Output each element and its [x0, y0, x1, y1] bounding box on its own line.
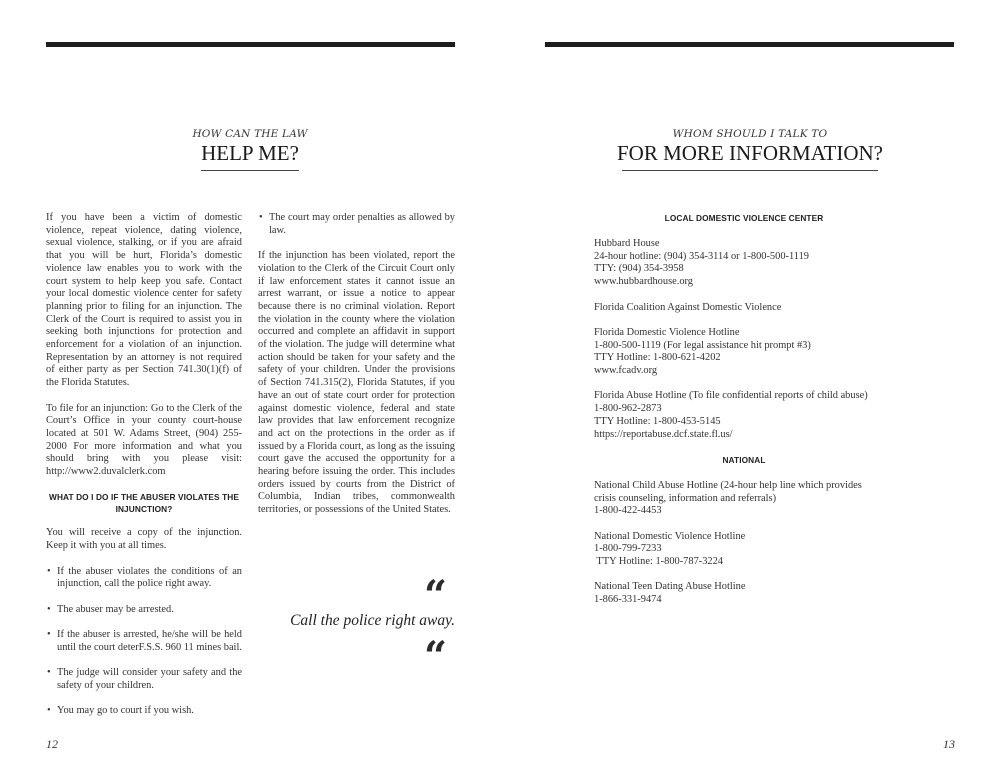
intro-paragraph: If you have been a victim of domestic violence, repeat violence, dating violence, sexual violence, stalking, or if you are afraid that you will be hurt, Florida’s domestic violence law enables you to work with the court system to help keep you safe. Contact your local domestic violence center for safety planning prior to filing for an injunction. The Clerk of the Court is required to assist you in seeking both injunctions for protection and enforcement for a violation of an injunction. Representation by an attorney is not required of either party as per Section 741.30(1)(f) of the Florida Statutes. — [46, 212, 242, 389]
resource-entry-national-dv-hotline — [594, 531, 894, 569]
heading-kicker: HOW CAN THE LAW — [192, 128, 308, 140]
resource-name: National Domestic Violence Hotline — [594, 530, 746, 542]
resource-entry-child-abuse-hotline — [594, 480, 894, 518]
close-quote-icon: “ — [424, 633, 448, 680]
page-number: 12 — [46, 737, 58, 751]
violation-bullet-list — [46, 566, 242, 718]
resource-name: Hubbard House — [594, 238, 660, 249]
resource-tty: TTY Hotline: 1-800-621-4202 — [594, 352, 721, 364]
resource-entry-florida-abuse-hotline — [594, 390, 894, 441]
title-underline — [622, 170, 878, 171]
local-center-heading: LOCAL DOMESTIC VIOLENCE CENTER — [664, 213, 824, 223]
resource-name: Florida Domestic Violence Hotline — [594, 326, 740, 338]
resource-hotline: 1-800-799-7233 — [594, 543, 662, 555]
resource-hotline: 1-800-422-4453 — [594, 505, 662, 517]
resource-name: Florida Abuse Hotline (To file confidential reports of child abuse) — [594, 390, 868, 402]
top-rule — [545, 42, 954, 47]
resource-entry-fcadv — [594, 302, 894, 315]
open-quote-icon: “ — [424, 572, 448, 619]
resource-tty: TTY: (904) 354-3958 — [594, 263, 684, 275]
resources-column — [594, 212, 894, 620]
page-title: FOR MORE INFORMATION? — [616, 141, 884, 165]
middle-column — [258, 212, 455, 530]
resource-hotline: 1-866-331-9474 — [594, 594, 662, 606]
section-heading — [150, 127, 350, 171]
filing-paragraph: To file for an injunction: Go to the Clerk of the Court’s Office in your county court-house located at 501 W. Adams Street, (904) 255-2000 For more information and what you should bring with you please visit: http://www2.duvalclerk.com — [46, 402, 242, 478]
resource-name: Florida Coalition Against Domestic Violence — [594, 301, 782, 313]
list-item: • You may go to court if you wish. — [46, 705, 242, 718]
resource-website: www.fcadv.org — [594, 365, 658, 376]
resource-hotline: 1-800-962-2873 — [594, 403, 662, 415]
resource-entry-hubbard-house — [594, 238, 894, 289]
left-column — [46, 212, 242, 731]
list-item: • The judge will consider your safety and the safety of your children. — [46, 667, 242, 692]
resource-website: https://reportabuse.dcf.state.fl.us/ — [594, 428, 733, 440]
resource-description: crisis counseling, information and referrals) — [594, 492, 777, 504]
section-heading — [600, 127, 900, 171]
resource-entry-teen-dating-hotline — [594, 581, 894, 606]
violation-paragraph: If the injunction has been violated, report the violation to the Clerk of the Circuit Court only if law enforcement states it cannot issue an arrest warrant, or issue a notice to appear because there is no criminal violation. Report the violation in the county where the violation occurred and complete an affidavit in support of the violation. The judge will determine what action should be taken for your safety and the safety of your children. Under the provisions of Section 741.315(2), Florida Statutes, if you have an out of state court order for protection against domestic violence, federal and state law provides that law enforcement recognize and act on the protections in the order as if issued by a Florida court, as long as the issuing court gave the accused the opportunity for a hearing before issuing the order. This includes orders issued by courts from the District of Columbia, Indian tribes, commonwealth territories, or possessions of the United States. — [258, 250, 455, 516]
heading-kicker: WHOM SHOULD I TALK TO — [672, 128, 828, 140]
resource-tty: TTY Hotline: 1-800-453-5145 — [594, 415, 721, 427]
resource-entry-florida-dv-hotline — [594, 327, 894, 378]
resource-website: www.hubbardhouse.org — [594, 276, 693, 288]
resource-name: National Teen Dating Abuse Hotline — [594, 581, 746, 593]
page-title: HELP ME? — [201, 141, 299, 165]
penalty-bullet-list — [258, 212, 455, 237]
list-item: • If the abuser is arrested, he/she will be held until the court deterF.S.S. 960 11 mines bail. — [46, 629, 242, 654]
copy-paragraph: You will receive a copy of the injunction. Keep it with you at all times. — [46, 527, 242, 552]
top-rule — [46, 42, 455, 47]
page-number: 13 — [943, 737, 955, 751]
resource-hotline: 1-800-500-1119 (For legal assistance hit prompt #3) — [594, 339, 811, 351]
national-heading: NATIONAL — [722, 454, 766, 465]
violation-subheading: WHAT DO I DO IF THE ABUSER VIOLATES THE INJUNCTION? — [49, 492, 239, 515]
list-item: • If the abuser violates the conditions of an injunction, call the police right away. — [46, 566, 242, 591]
resource-name: National Child Abuse Hotline (24-hour help line which provides — [594, 479, 862, 491]
list-item: • The court may order penalties as allowed by law. — [258, 212, 455, 237]
resource-tty: TTY Hotline: 1-800-787-3224 — [594, 556, 723, 568]
right-page — [500, 0, 1000, 773]
pull-quote: Call the police right away. — [290, 612, 455, 629]
resource-hotline: 24-hour hotline: (904) 354-3114 or 1-800-500-1119 — [594, 250, 809, 262]
title-underline — [201, 170, 299, 171]
list-item: • The abuser may be arrested. — [46, 604, 242, 617]
